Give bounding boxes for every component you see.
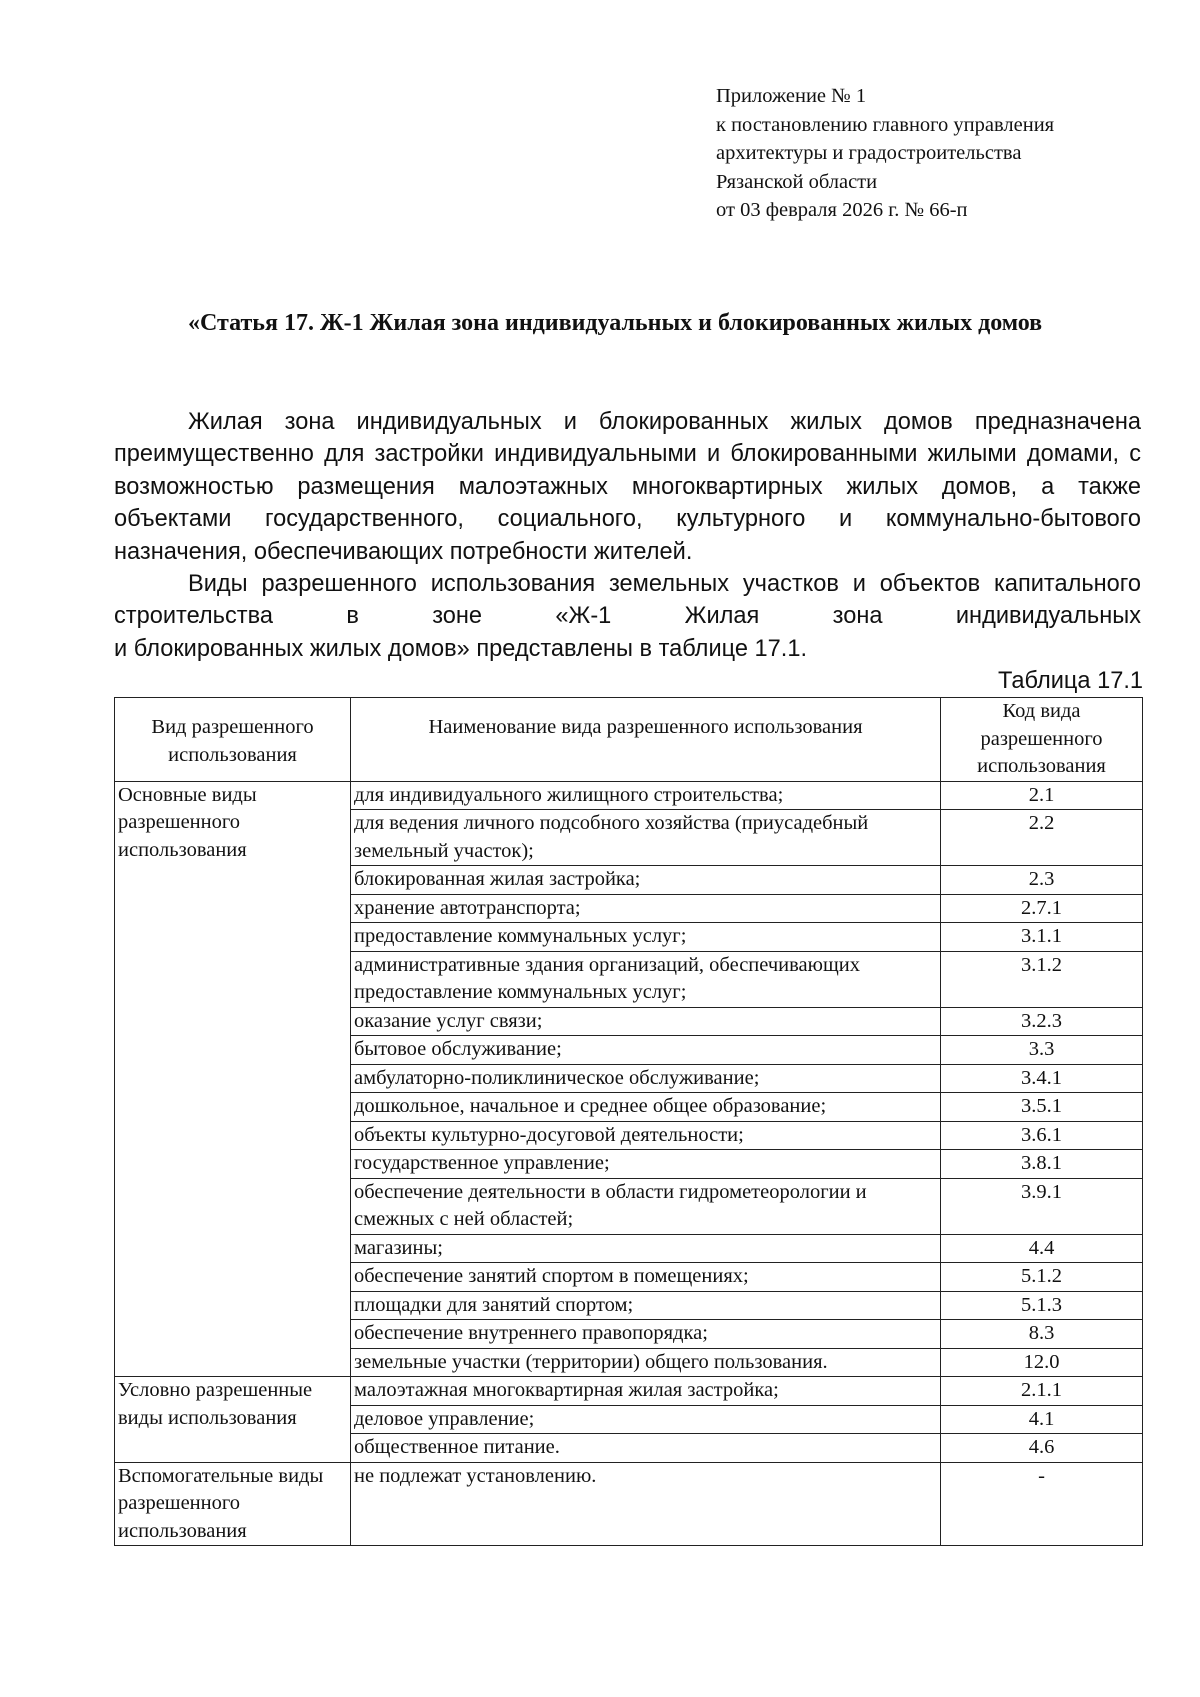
use-name: амбулаторно-поликлиническое обслуживание; [351, 1064, 941, 1093]
use-code: 4.4 [941, 1234, 1143, 1263]
use-name: объекты культурно-досуговой деятельности; [351, 1121, 941, 1150]
header-use-code: Код вида разрешенного использования [941, 698, 1143, 782]
intro-text [114, 406, 1141, 665]
table-header-row [115, 698, 1143, 782]
use-code: 3.6.1 [941, 1121, 1143, 1150]
use-name: земельные участки (территории) общего пользования. [351, 1348, 941, 1377]
table-row [115, 1377, 1143, 1406]
table-body [115, 781, 1143, 1546]
use-code: 3.5.1 [941, 1093, 1143, 1122]
use-name: не подлежат установлению. [351, 1462, 941, 1546]
annex-block [716, 82, 1054, 225]
annex-line: от 03 февраля 2026 г. № 66-п [716, 199, 968, 221]
use-name: административные здания организаций, обеспечивающих предоставление коммунальных услуг; [351, 951, 941, 1007]
use-name: обеспечение занятий спортом в помещениях; [351, 1263, 941, 1292]
header-use-name: Наименование вида разрешенного использования [351, 698, 941, 782]
use-code: 3.3 [941, 1036, 1143, 1065]
use-code: 2.3 [941, 866, 1143, 895]
use-name: бытовое обслуживание; [351, 1036, 941, 1065]
annex-line: Приложение № 1 [716, 85, 867, 107]
intro-paragraph: Виды разрешенного использования земельных участков и объектов капитального строительства в зоне «Ж-1 Жилая зона индивидуальных [114, 571, 1141, 630]
use-code: 2.1 [941, 781, 1143, 810]
use-code: - [941, 1462, 1143, 1546]
use-category: Вспомогательные виды разрешенного использования [115, 1462, 351, 1546]
use-name: дошкольное, начальное и среднее общее образование; [351, 1093, 941, 1122]
use-name: площадки для занятий спортом; [351, 1291, 941, 1320]
use-code: 4.6 [941, 1434, 1143, 1463]
use-name: обеспечение деятельности в области гидрометеорологии и смежных с ней областей; [351, 1178, 941, 1234]
use-code: 2.1.1 [941, 1377, 1143, 1406]
use-code: 2.7.1 [941, 894, 1143, 923]
intro-paragraph: и блокированных жилых домов» представлены в таблице 17.1. [114, 635, 808, 662]
intro-paragraph: Жилая зона индивидуальных и блокированных жилых домов предназначена преимущественно для застройки индивидуальными и блокированными жилыми домами, с возможностью размещения малоэтажных многоквартирных жилых домов, а также объектами государственного, социального, культурного и коммунально-бытового назначения, обеспечивающих потребности жителей. [114, 409, 1141, 565]
article-title: «Статья 17. Ж-1 Жилая зона индивидуальных и блокированных жилых домов [188, 310, 1043, 336]
use-name: хранение автотранспорта; [351, 894, 941, 923]
use-name: для ведения личного подсобного хозяйства (приусадебный земельный участок); [351, 810, 941, 866]
use-category: Основные виды разрешенного использования [115, 781, 351, 1377]
use-name: магазины; [351, 1234, 941, 1263]
table-row [115, 1462, 1143, 1546]
use-name: для индивидуального жилищного строительства; [351, 781, 941, 810]
use-code: 4.1 [941, 1405, 1143, 1434]
use-code: 3.2.3 [941, 1007, 1143, 1036]
use-code: 3.8.1 [941, 1150, 1143, 1179]
use-code: 5.1.2 [941, 1263, 1143, 1292]
use-code: 8.3 [941, 1320, 1143, 1349]
use-code: 2.2 [941, 810, 1143, 866]
annex-line: архитектуры и градостроительства [716, 142, 1022, 164]
use-code: 3.1.1 [941, 923, 1143, 952]
use-category: Условно разрешенные виды использования [115, 1377, 351, 1463]
use-name: государственное управление; [351, 1150, 941, 1179]
use-code: 12.0 [941, 1348, 1143, 1377]
use-name: оказание услуг связи; [351, 1007, 941, 1036]
use-code: 3.9.1 [941, 1178, 1143, 1234]
annex-line: Рязанской области [716, 170, 878, 193]
use-code: 3.4.1 [941, 1064, 1143, 1093]
use-name: деловое управление; [351, 1405, 941, 1434]
use-name: малоэтажная многоквартирная жилая застройка; [351, 1377, 941, 1406]
use-name: обеспечение внутреннего правопорядка; [351, 1320, 941, 1349]
header-use-type: Вид разрешенного использования [115, 698, 351, 782]
table-row [115, 781, 1143, 810]
table-caption: Таблица 17.1 [998, 668, 1143, 694]
use-name: общественное питание. [351, 1434, 941, 1463]
annex-line: к постановлению главного управления [716, 113, 1055, 136]
use-name: предоставление коммунальных услуг; [351, 923, 941, 952]
use-code: 3.1.2 [941, 951, 1143, 1007]
land-use-table [114, 697, 1143, 1546]
use-code: 5.1.3 [941, 1291, 1143, 1320]
use-name: блокированная жилая застройка; [351, 866, 941, 895]
